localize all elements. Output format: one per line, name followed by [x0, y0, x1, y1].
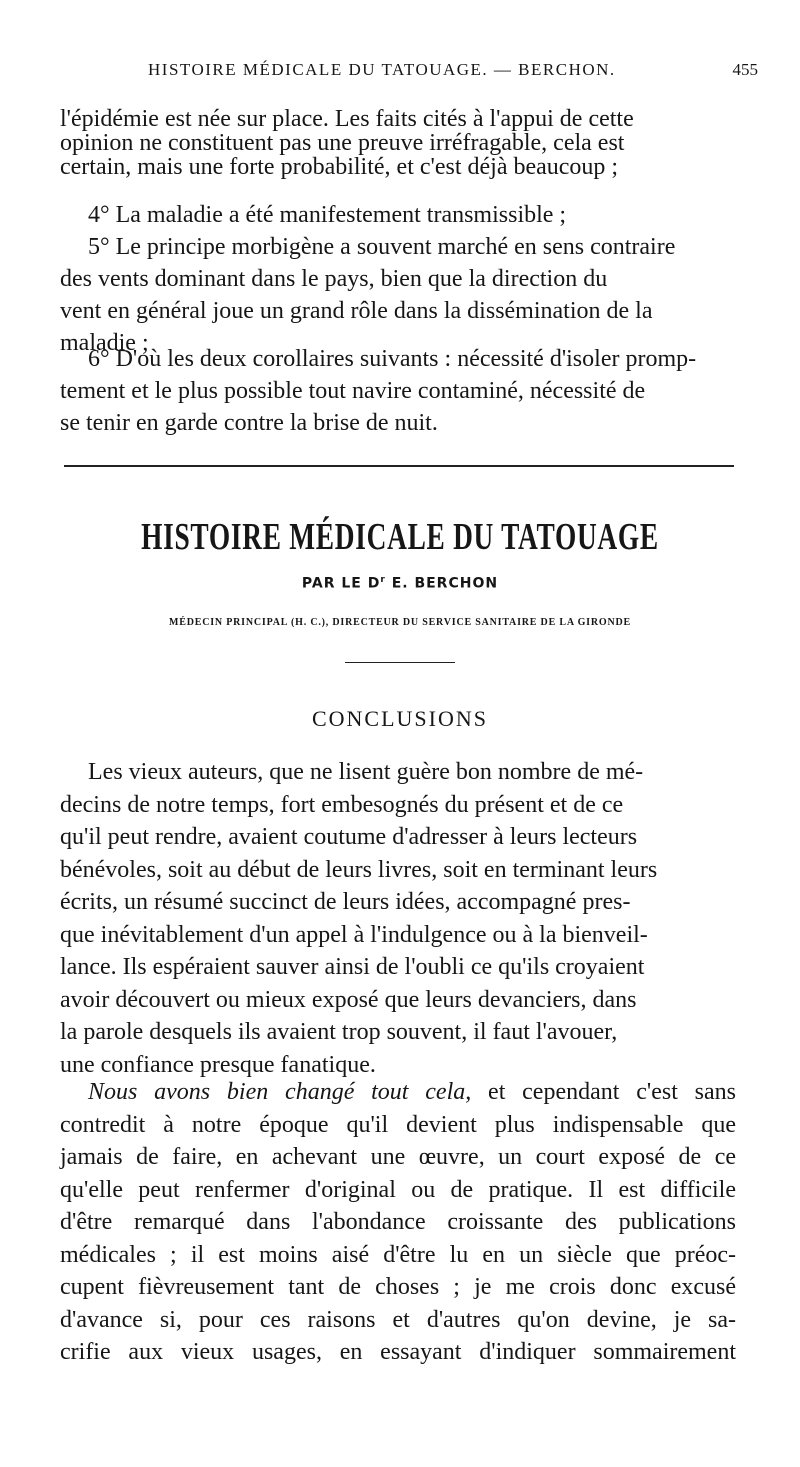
text-line: 4° La maladie a été manifestement transmissible ;	[88, 202, 567, 228]
text-line: que inévitablement d'un appel à l'indulgence ou à la bienveil-	[60, 921, 648, 948]
text-line: decins de notre temps, fort embesognés du présent et de ce	[60, 791, 624, 818]
text-line: 6° D'où les deux corollaires suivants : nécessité d'isoler promp-	[88, 346, 697, 372]
paragraph-epidemic	[60, 107, 736, 179]
text-line: médicales ; il est moins aisé d'être lu en un siècle que préoc-	[60, 1241, 736, 1268]
text-line: certain, mais une forte probabilité, et c'est déjà beaucoup ;	[60, 154, 619, 180]
text-line: bénévoles, soit au début de leurs livres, soit en terminant leurs	[60, 856, 658, 883]
text-line: avoir découvert ou mieux exposé que leurs devanciers, dans	[60, 986, 637, 1013]
text-line: maladie ;	[60, 330, 149, 356]
text-line: Les vieux auteurs, que ne lisent guère bon nombre de mé-	[88, 759, 644, 785]
running-title: HISTOIRE MÉDICALE DU TATOUAGE. — BERCHON.	[148, 60, 616, 79]
text-line: des vents dominant dans le pays, bien que la direction du	[60, 266, 608, 292]
text-line: crifie aux vieux usages, en essayant d'indiquer sommairement	[60, 1339, 736, 1365]
author-name: E. BERCHON	[391, 575, 499, 592]
text-line: la parole desquels ils avaient trop souvent, il faut l'avouer,	[60, 1019, 618, 1045]
section-divider	[64, 465, 734, 467]
text-line: cupent fièvreusement tant de choses ; je me crois donc excusé	[60, 1274, 736, 1300]
text-line: 5° Le principe morbigène a souvent marché en sens contraire	[88, 234, 676, 260]
text-line: qu'il peut rendre, avaient coutume d'adresser à leurs lecteurs	[60, 824, 638, 850]
author-line	[0, 575, 800, 592]
section-heading: CONCLUSIONS	[311, 706, 489, 731]
text-line: une confiance presque fanatique.	[60, 1051, 376, 1078]
text-line: écrits, un résumé succinct de leurs idées, accompagné pres-	[60, 889, 631, 915]
italic-phrase: Nous avons bien changé tout cela,	[88, 1079, 472, 1105]
author-prefix: PAR LE D	[301, 575, 381, 592]
paragraph-point-5	[60, 235, 736, 355]
text-line: tement et le plus possible tout navire contaminé, nécessité de	[60, 378, 646, 404]
text-line: l'épidémie est née sur place. Les faits cités à l'appui de cette	[60, 106, 634, 132]
text-line: lance. Ils espéraient sauver ainsi de l'oubli ce qu'ils croyaient	[60, 954, 645, 980]
paragraph-point-4	[88, 203, 736, 227]
text-line: vent en général joue un grand rôle dans la dissémination de la	[60, 298, 653, 324]
running-head	[60, 60, 760, 90]
article-title: HISTOIRE MÉDICALE DU TATOUAGE	[141, 516, 659, 558]
text-line: d'être remarqué dans l'abondance croissante des publications	[60, 1209, 736, 1235]
page-number: 455	[732, 60, 758, 79]
text-line: d'avance si, pour ces raisons et d'autres qu'on devine, je sa-	[60, 1306, 736, 1333]
text-line: jamais de faire, en achevant une œuvre, un court exposé de ce	[60, 1144, 736, 1170]
text-fragment: et cependant c'est sans	[471, 1079, 736, 1105]
text-line: contredit à notre époque qu'il devient plus indispensable que	[60, 1111, 736, 1138]
author-title-superscript: r	[380, 575, 386, 585]
text-line: opinion ne constituent pas une preuve irréfragable, cela est	[60, 130, 625, 156]
text-line: qu'elle peut renfermer d'original ou de pratique. Il est difficile	[60, 1176, 736, 1203]
text-line: se tenir en garde contre la brise de nuit.	[60, 410, 438, 436]
paragraph-point-6	[60, 347, 736, 435]
title-divider	[345, 662, 455, 663]
paragraph-old-authors	[60, 760, 736, 1077]
author-affiliation: MÉDECIN PRINCIPAL (H. C.), DIRECTEUR DU SERVICE SANITAIRE DE LA GIRONDE	[169, 617, 631, 628]
text-line	[60, 1080, 736, 1104]
paragraph-we-changed	[60, 1080, 736, 1364]
